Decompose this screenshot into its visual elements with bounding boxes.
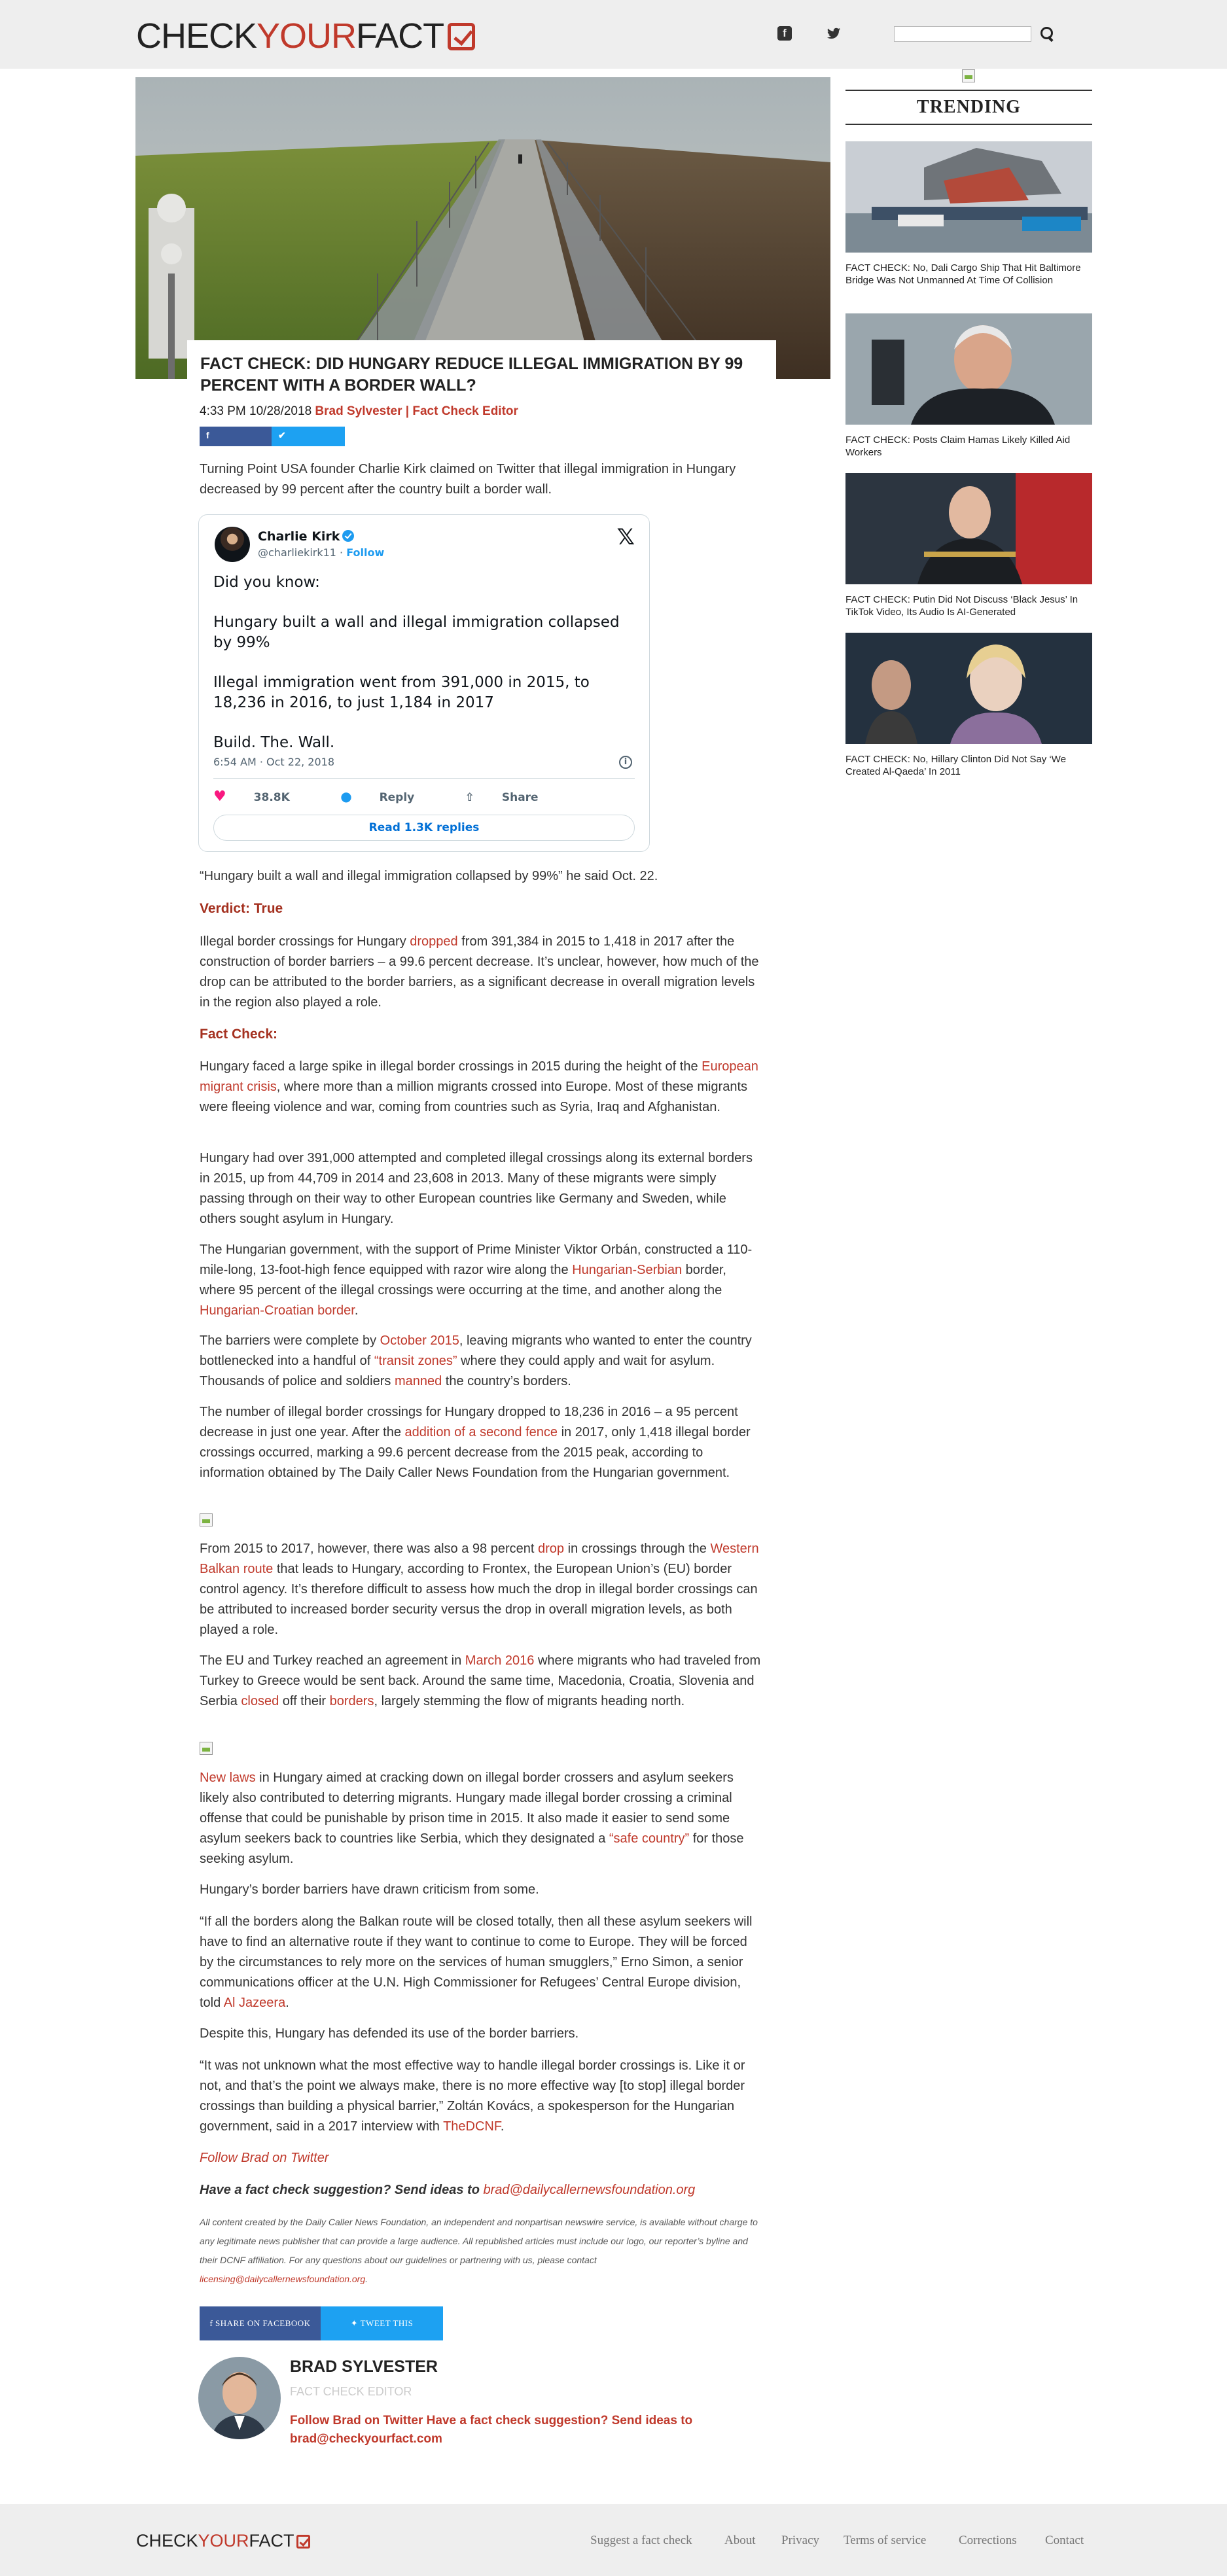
footer-link-contact[interactable]: Contact [1045,2533,1084,2547]
licensing-email-link[interactable]: licensing@dailycallernewsfoundation.org [200,2274,366,2284]
hungarian-croatian-border-link[interactable]: Hungarian-Croatian border [200,1303,355,1318]
paragraph-1: Hungary faced a large spike in illegal border crossings in 2015 during the height of the European migrant crisis, where more than a million migrants crossed into Europe. Most of these migrants were fleeing violence and war, coming from countries such as Syria, Iraq and Afghanistan. [200,1059,758,1114]
share-button[interactable]: ⇧ Share [465,791,539,804]
broken-image-icon [962,69,975,82]
second-fence-link[interactable]: addition of a second fence [404,1425,558,1439]
dropped-link[interactable]: dropped [410,934,458,949]
fact-check-heading: Fact Check: [200,1027,278,1042]
footer-logo[interactable]: CHECKYOURFACT [136,2531,310,2551]
read-replies-button[interactable]: Read 1.3K replies [213,815,635,841]
tweet-this-button[interactable]: ✦ TWEET THIS [321,2306,443,2340]
x-logo-icon[interactable]: 𝕏 [616,524,635,550]
march-2016-link[interactable]: March 2016 [465,1653,535,1668]
paragraph-4: The barriers were complete by October 2015, leaving migrants who wanted to enter the country bottlenecked into a handful of “transit zones” where they could apply and wait for asylum. Thousands of police and soldiers manned the country’s borders. [200,1333,752,1388]
avatar[interactable] [215,527,250,562]
author-name[interactable]: BRAD SYLVESTER [290,2357,438,2376]
trending-heading: TRENDING [917,97,1021,117]
footer-link-corrections[interactable]: Corrections [959,2533,1017,2547]
embedded-tweet[interactable] [198,514,650,852]
trending-image [845,141,1092,253]
trending-title[interactable]: FACT CHECK: No, Dali Cargo Ship That Hit Baltimore Bridge Was Not Unmanned At Time Of Collision [845,262,1081,286]
share-icon: ⇧ [465,791,474,804]
hungarian-serbian-link[interactable]: Hungarian-Serbian [572,1263,683,1277]
broken-image-icon [200,1513,213,1526]
divider [845,90,1092,91]
verdict-paragraph: Illegal border crossings for Hungary dropped from 391,384 in 2015 to 1,418 in 2017 after the construction of border barriers – a 99.6 percent decrease. It’s unclear, however, how much of the drop can be attributed to the border barriers, as a significant decrease in overall migration levels in the region also played a role. [200,934,759,1010]
tweet-timestamp[interactable]: 6:54 AM · Oct 22, 2018 [213,756,335,768]
trending-image [845,473,1092,584]
safe-country-link[interactable]: “safe country” [609,1831,690,1846]
october-2015-link[interactable]: October 2015 [380,1333,459,1348]
transit-zones-link[interactable]: “transit zones” [374,1354,457,1368]
intro-paragraph: Turning Point USA founder Charlie Kirk claimed on Twitter that illegal immigration in Hungary decreased by 99 percent after the country built a border wall. [200,462,736,497]
paragraph-11: Despite this, Hungary has defended its use of the border barriers. [200,2026,579,2041]
search-icon[interactable] [1039,26,1055,41]
reply-button[interactable]: ● Reply [340,788,415,804]
new-laws-link[interactable]: New laws [200,1771,256,1785]
tweet-author-name[interactable]: Charlie Kirk [258,529,354,544]
trending-item[interactable] [845,633,1092,778]
trending-image [845,633,1092,744]
divider [213,778,635,779]
hero-image [135,77,830,379]
author-follow-text[interactable]: Follow Brad on Twitter Have a fact check suggestion? Send ideas to brad@checkyourfact.com [290,2414,693,2446]
trending-title[interactable]: FACT CHECK: Posts Claim Hamas Likely Killed Aid Workers [845,434,1071,458]
disclaimer: All content created by the Daily Caller News Foundation, an independent and nonpartisan newswire service, is available without charge to any legitimate news publisher that can provide a large audience. All republished articles must include our logo, our reporter’s byline and their DCNF affiliation. For any questions about our guidelines or partnering with us, please contact licensing@dailycallernewsfoundation.org. [200,2217,758,2284]
like-button[interactable]: ♥ 38.8K [213,788,290,805]
follow-link[interactable]: Follow [346,546,385,559]
verified-badge-icon [342,530,354,542]
paragraph-6: From 2015 to 2017, however, there was also a 98 percent drop in crossings through the Western Balkan route that leads to Hungary, according to Frontex, the European Union’s (EU) border control agency. It’s therefore difficult to assess how much the drop in illegal border crossings can be attributed to increased border security versus the drop in overall migration levels, as both played a role. [200,1542,759,1637]
thedcnf-link[interactable]: TheDCNF [443,2119,501,2134]
divider [845,124,1092,125]
site-footer [0,2504,1227,2576]
follow-brad-link[interactable]: Follow Brad on Twitter [200,2151,329,2165]
quote-paragraph: “Hungary built a wall and illegal immigration collapsed by 99%” he said Oct. 22. [200,869,658,883]
western-balkan-route-link[interactable]: Western Balkan route [200,1542,759,1576]
footer-link-terms[interactable]: Terms of service [844,2533,927,2547]
suggestion-email-link[interactable]: brad@dailycallernewsfoundation.org [483,2183,696,2197]
facebook-icon: f [209,2318,216,2328]
article-title: FACT CHECK: DID HUNGARY REDUCE ILLEGAL IMMIGRATION BY 99 PERCENT WITH A BORDER WALL? [200,355,743,395]
site-header [0,0,1227,69]
trending-item[interactable] [845,313,1092,459]
footer-link-about[interactable]: About [724,2533,756,2547]
logo-checkmark-icon [448,23,475,50]
author-avatar [198,2357,281,2439]
author-link[interactable]: Brad Sylvester | Fact Check Editor [315,404,518,418]
trending-image [845,313,1092,425]
publish-date: 4:33 PM 10/28/2018 [200,404,312,418]
closed-link[interactable]: closed [241,1694,279,1708]
paragraph-2: Hungary had over 391,000 attempted and completed illegal crossings along its external borders in 2015, up from 44,709 in 2014 and 23,608 in 2013. Many of these migrants were simply passing through on their way to other European countries like Germany and Sweden, while others sought asylum in Hungary. [200,1151,753,1226]
tweet-actions [213,788,586,805]
facebook-icon[interactable]: f [777,26,792,41]
paragraph-12: “It was not unknown what the most effective way to handle illegal border crossings is. Like it or not, and that’s the point we always make, there is no more effective way [to stop] illegal border crossings than building a physical barrier,” Zoltán Kovács, a spokesperson for the Hungarian government, said in a 2017 interview with TheDCNF. [200,2058,745,2134]
tweet-text: Did you know: Hungary built a wall and illegal immigration collapsed by 99% Illegal immigration went from 391,000 in 2015, to 18,236 in 2016, to just 1,184 in 2017 Build. The. Wall. [213,574,620,751]
paragraph-9: Hungary’s border barriers have drawn criticism from some. [200,1882,539,1897]
paragraph-3: The Hungarian government, with the support of Prime Minister Viktor Orbán, constructed a 110-mile-long, 13-foot-high fence equipped with razor wire along the Hungarian-Serbian border, where 95 percent of the illegal crossings were occurring at the time, and another along the Hungarian-Croatian border. [200,1243,753,1318]
tweet-handle: @charliekirk11 · Follow [258,546,385,559]
heart-icon: ♥ [213,788,226,805]
suggestion-line: Have a fact check suggestion? Send ideas to brad@dailycallernewsfoundation.org [200,2183,696,2197]
twitter-icon: ✦ [350,2318,361,2328]
twitter-icon[interactable] [827,26,841,41]
trending-item[interactable] [845,141,1092,287]
site-logo[interactable]: CHECKYOURFACT [136,16,475,56]
reply-icon: ● [340,788,352,804]
trending-title[interactable]: FACT CHECK: Putin Did Not Discuss ‘Black Jesus’ In TikTok Video, Its Audio Is AI-Generated [845,594,1078,618]
paragraph-8: New laws in Hungary aimed at cracking down on illegal border crossers and asylum seekers likely also contributed to deterring migrants. Hungary made illegal border crossing a criminal offense that could be punishable by prison time in 2015. It also made it easier to send some asylum seekers back to countries like Serbia, which they designated a “safe country” for those seeking asylum. [200,1771,744,1866]
footer-link-privacy[interactable]: Privacy [781,2533,820,2547]
article-title-box [187,340,776,404]
info-icon[interactable]: i [619,756,632,769]
manned-link[interactable]: manned [394,1374,442,1388]
logo-checkmark-icon [296,2535,310,2549]
al-jazeera-link[interactable]: Al Jazeera [223,1996,286,2010]
borders-link[interactable]: borders [329,1694,374,1708]
author-title: FACT CHECK EDITOR [290,2385,412,2398]
footer-link-suggest[interactable]: Suggest a fact check [590,2533,692,2547]
twitter-icon: ✔ [278,430,286,440]
trending-title[interactable]: FACT CHECK: No, Hillary Clinton Did Not Say ‘We Created Al-Qaeda’ In 2011 [845,754,1067,777]
drop-link[interactable]: drop [537,1542,565,1556]
share-on-facebook-button[interactable]: f SHARE ON FACEBOOK [200,2306,321,2340]
search-input[interactable] [894,26,1031,42]
paragraph-7: The EU and Turkey reached an agreement in March 2016 where migrants who had traveled from Turkey to Greece would be sent back. Around the same time, Macedonia, Croatia, Slovenia and Serbia closed off their borders, largely stemming the flow of migrants heading north. [200,1653,761,1708]
paragraph-10: “If all the borders along the Balkan route will be closed totally, then all these asylum seekers will have to find an alternative route if they want to continue to come to Europe. They will be forced by the circumstances to rely more on the services of human smugglers,” Erno Simon, a senior communications officer at the U.N. High Commissioner for Refugees’ Central Europe division, told Al Jazeera. [200,1914,753,2010]
article-meta [200,404,518,419]
european-migrant-crisis-link[interactable]: European migrant crisis [200,1059,758,1094]
trending-item[interactable] [845,473,1092,618]
share-twitter-mini-button[interactable] [272,427,345,446]
verdict-heading: Verdict: True [200,901,283,916]
share-facebook-mini-button[interactable] [200,427,272,446]
broken-image-icon [200,1742,213,1755]
paragraph-5: The number of illegal border crossings for Hungary dropped to 18,236 in 2016 – a 95 percent decrease in just one year. After the addition of a second fence in 2017, only 1,418 illegal border crossings occurred, marking a 99.6 percent decrease from the 2015 peak, according to information obtained by The Daily Caller News Foundation from the Hungarian government. [200,1405,751,1480]
facebook-icon: f [206,430,209,440]
